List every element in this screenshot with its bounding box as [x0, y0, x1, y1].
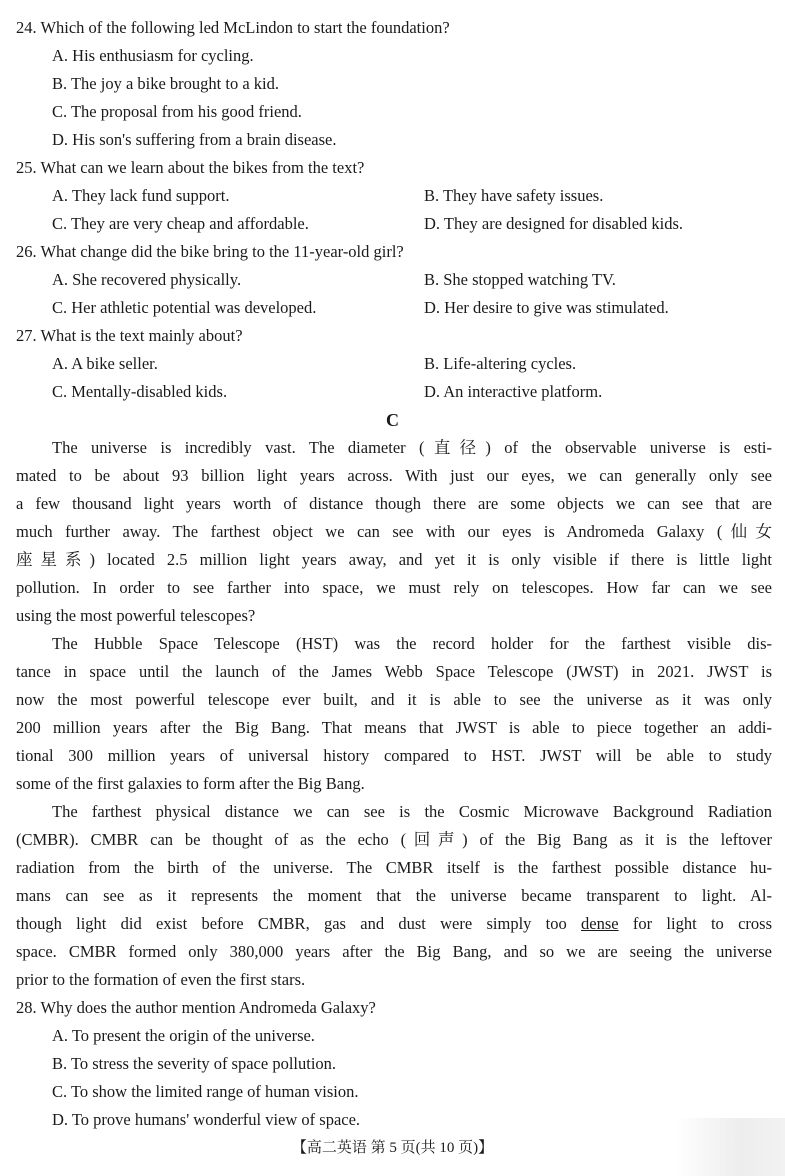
passage-p1-line: much further away. The farthest object we can see with our eyes is Andromeda Galaxy (仙女: [16, 522, 772, 541]
passage-p2-line: now the most powerful telescope ever built, and it is able to see the universe as it was only: [16, 690, 772, 709]
question-26-option-a: A. She recovered physically.: [52, 270, 242, 289]
question-28-stem: 28. Why does the author mention Andromeda Galaxy?: [16, 998, 376, 1017]
underlined-word-dense: dense: [581, 914, 619, 933]
passage-p1-line: 座星系) located 2.5 million light years away, and yet it is only visible if there is little light: [16, 550, 772, 569]
question-25-option-c: C. They are very cheap and affordable.: [52, 214, 309, 233]
question-27-option-c: C. Mentally-disabled kids.: [52, 382, 228, 401]
question-24-option-a: A. His enthusiasm for cycling.: [52, 46, 254, 65]
question-28-option-a: A. To present the origin of the universe.: [52, 1026, 315, 1045]
passage-p3-line: mans can see as it represents the moment that the universe became transparent to light. Al-: [16, 886, 772, 905]
passage-p1-line: mated to be about 93 billion light years across. With just our eyes, we can generally only see: [16, 466, 772, 485]
question-26-stem: 26. What change did the bike bring to the 11-year-old girl?: [16, 242, 404, 261]
question-26-option-b: B. She stopped watching TV.: [424, 270, 616, 289]
question-28-option-d: D. To prove humans' wonderful view of space.: [52, 1110, 361, 1129]
question-25-option-b: B. They have safety issues.: [424, 186, 604, 205]
question-25-stem: 25. What can we learn about the bikes from the text?: [16, 158, 365, 177]
passage-p2-line: 200 million years after the Big Bang. That means that JWST is able to piece together an addi-: [16, 718, 772, 737]
scan-shade: [675, 1118, 785, 1176]
question-24-option-b: B. The joy a bike brought to a kid.: [52, 74, 279, 93]
passage-p3-line: (CMBR). CMBR can be thought of as the echo (回声) of the Big Bang as it is the leftover: [16, 830, 772, 849]
passage-p3-line: [16, 910, 772, 938]
passage-p2-line: The Hubble Space Telescope (HST) was the record holder for the farthest visible dis-: [52, 634, 772, 653]
question-27-stem: 27. What is the text mainly about?: [16, 326, 243, 345]
passage-p2-line: tional 300 million years of universal history compared to HST. JWST will be able to study: [16, 746, 772, 765]
question-25-option-d: D. They are designed for disabled kids.: [424, 214, 684, 233]
question-28-option-b: B. To stress the severity of space pollution.: [52, 1054, 337, 1073]
passage-p1-line: using the most powerful telescopes?: [16, 606, 256, 625]
passage-p1-line: a few thousand light years worth of distance though there are some objects we can see that are: [16, 494, 772, 513]
passage-p3-line: radiation from the birth of the universe. The CMBR itself is the farthest possible distance hu-: [16, 858, 772, 877]
passage-p2-line: tance in space until the launch of the James Webb Space Telescope (JWST) in 2021. JWST is: [16, 662, 772, 681]
question-27-option-d: D. An interactive platform.: [424, 382, 603, 401]
question-27-option-a: A. A bike seller.: [52, 354, 158, 373]
question-24-option-c: C. The proposal from his good friend.: [52, 102, 302, 121]
section-heading: C: [386, 410, 399, 430]
question-25-option-a: A. They lack fund support.: [52, 186, 230, 205]
passage-p2-line: some of the first galaxies to form after the Big Bang.: [16, 774, 365, 793]
passage-p3-line: prior to the formation of even the first stars.: [16, 970, 306, 989]
passage-p3-text-before: though light did exist before CMBR, gas and dust were simply too: [16, 914, 582, 933]
question-26-option-c: C. Her athletic potential was developed.: [52, 298, 317, 317]
page-footer: 【高二英语 第 5 页(共 10 页)】: [291, 1140, 494, 1156]
question-24-stem: 24. Which of the following led McLindon to start the foundation?: [16, 18, 450, 37]
passage-p3-line: The farthest physical distance we can see is the Cosmic Microwave Background Radiation: [52, 802, 772, 821]
passage-p1-line: The universe is incredibly vast. The diameter (直径) of the observable universe is esti-: [52, 438, 772, 457]
question-26-option-d: D. Her desire to give was stimulated.: [424, 298, 669, 317]
passage-p1-line: pollution. In order to see farther into space, we must rely on telescopes. How far can we see: [16, 578, 772, 597]
question-24-option-d: D. His son's suffering from a brain disease.: [52, 130, 337, 149]
question-27-option-b: B. Life-altering cycles.: [424, 354, 577, 373]
passage-p3-text-after: for light to cross: [618, 914, 772, 933]
question-28-option-c: C. To show the limited range of human vision.: [52, 1082, 359, 1101]
passage-p3-line: space. CMBR formed only 380,000 years after the Big Bang, and so we are seeing the universe: [16, 942, 772, 961]
